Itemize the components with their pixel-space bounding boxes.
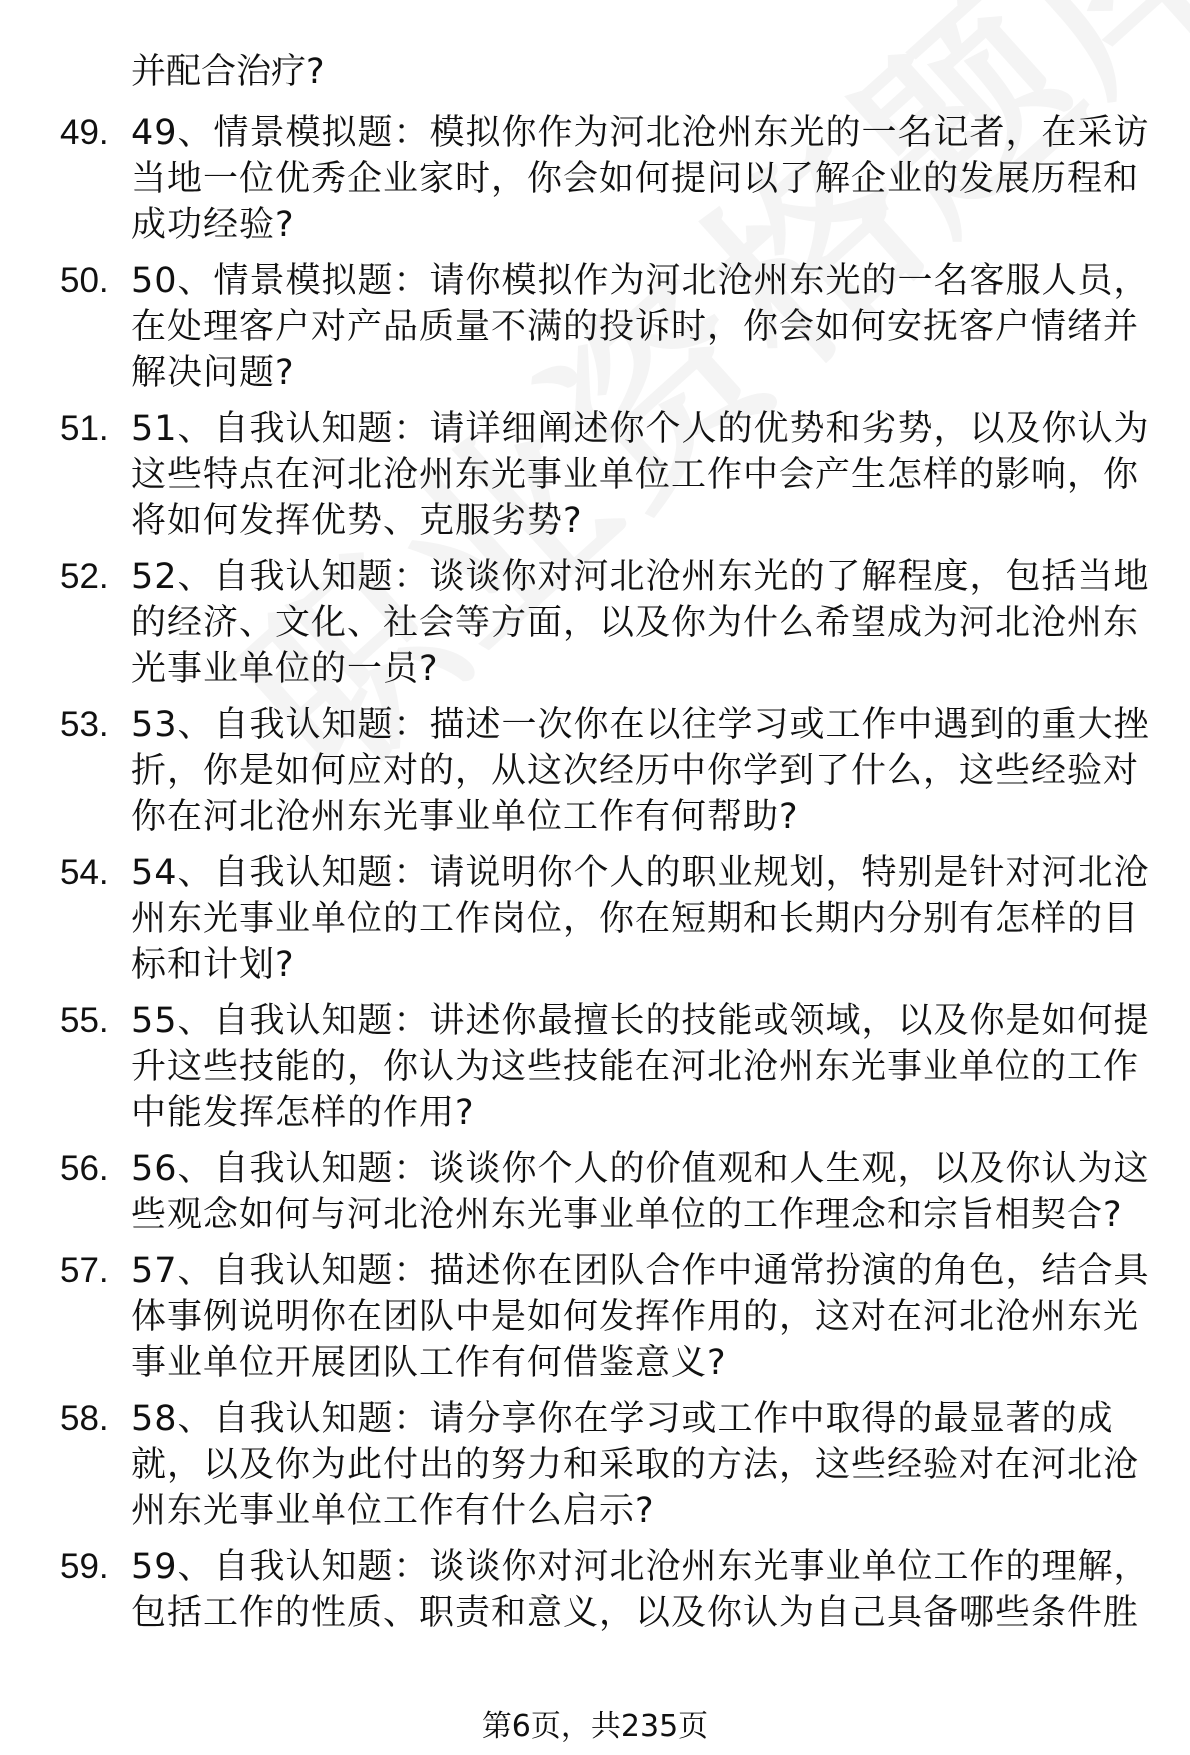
- question-text: 50、情景模拟题：请你模拟作为河北沧州东光的一名客服人员，在处理客户对产品质量不满的投诉时，你会如何安抚客户情绪并解决问题?: [131, 261, 1150, 393]
- page-footer: 第6页，共235页: [481, 1709, 709, 1744]
- question-text: 51、自我认知题：请详细阐述你个人的优势和劣势，以及你认为这些特点在河北沧州东光事业单位工作中会产生怎样的影响，你将如何发挥优势、克服劣势?: [131, 409, 1150, 541]
- question-item: [0, 850, 1190, 988]
- question-number: 54.: [60, 853, 109, 892]
- question-item: [0, 1544, 1190, 1636]
- question-item: [0, 1146, 1190, 1238]
- question-number: 57.: [60, 1251, 109, 1290]
- continued-text: 并配合治疗?: [131, 52, 325, 92]
- question-text: 57、自我认知题：描述你在团队合作中通常扮演的角色，结合具体事例说明你在团队中是如何发挥作用的，这对在河北沧州东光事业单位开展团队工作有何借鉴意义?: [131, 1251, 1150, 1383]
- question-text: 55、自我认知题：讲述你最擅长的技能或领域，以及你是如何提升这些技能的，你认为这些技能在河北沧州东光事业单位的工作中能发挥怎样的作用?: [131, 1001, 1150, 1133]
- question-text: 52、自我认知题：谈谈你对河北沧州东光的了解程度，包括当地的经济、文化、社会等方面，以及你为什么希望成为河北沧州东光事业单位的一员?: [131, 557, 1150, 689]
- question-number: 51.: [60, 409, 109, 448]
- question-number: 52.: [60, 557, 109, 596]
- question-item: [0, 702, 1190, 840]
- question-text: 54、自我认知题：请说明你个人的职业规划，特别是针对河北沧州东光事业单位的工作岗位，你在短期和长期内分别有怎样的目标和计划?: [131, 853, 1150, 985]
- question-number: 58.: [60, 1399, 109, 1438]
- question-text: 58、自我认知题：请分享你在学习或工作中取得的最显著的成就，以及你为此付出的努力和采取的方法，这些经验对在河北沧州东光事业单位工作有什么启示?: [131, 1399, 1140, 1531]
- question-list: [0, 110, 1190, 1646]
- question-item: [0, 258, 1190, 396]
- question-text: 56、自我认知题：谈谈你个人的价值观和人生观，以及你认为这些观念如何与河北沧州东光事业单位的工作理念和宗旨相契合?: [131, 1149, 1150, 1235]
- question-item: [0, 406, 1190, 544]
- question-item: [0, 554, 1190, 692]
- question-item: [0, 998, 1190, 1136]
- question-number: 56.: [60, 1149, 109, 1188]
- question-number: 53.: [60, 705, 109, 744]
- question-text: 49、情景模拟题：模拟你作为河北沧州东光的一名记者，在采访当地一位优秀企业家时，你会如何提问以了解企业的发展历程和成功经验?: [131, 113, 1150, 245]
- question-number: 49.: [60, 113, 109, 152]
- question-item: [0, 110, 1190, 248]
- question-number: 50.: [60, 261, 109, 300]
- question-number: 55.: [60, 1001, 109, 1040]
- question-text: 53、自我认知题：描述一次你在以往学习或工作中遇到的重大挫折，你是如何应对的，从这次经历中你学到了什么，这些经验对你在河北沧州东光事业单位工作有何帮助?: [131, 705, 1150, 837]
- question-item: [0, 1248, 1190, 1386]
- question-number: 59.: [60, 1547, 109, 1586]
- question-item: [0, 1396, 1190, 1534]
- question-text: 59、自我认知题：谈谈你对河北沧州东光事业单位工作的理解，包括工作的性质、职责和意义，以及你认为自己具备哪些条件胜: [131, 1547, 1150, 1633]
